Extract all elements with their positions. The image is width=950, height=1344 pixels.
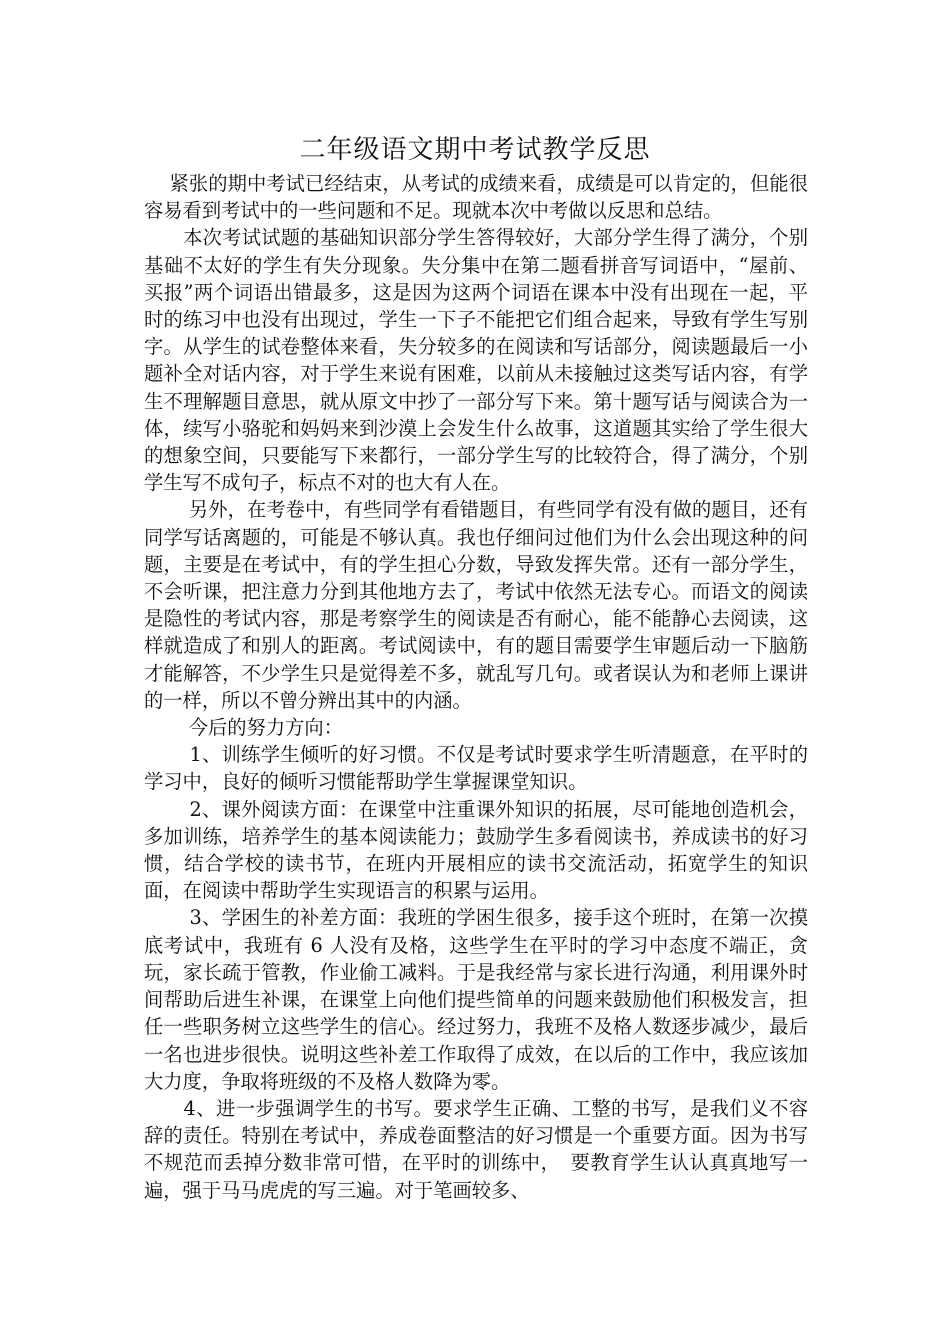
body-paragraph [144,796,808,905]
paragraph-indent [144,172,170,195]
body-paragraph [144,1095,808,1204]
paragraph-text: 2、课外阅读方面：在课堂中注重课外知识的拓展，尽可能地创造机会，多加训练，培养学生的基本阅读能力；鼓励学生多看阅读书，养成读书的好习惯，结合学校的读书节，在班内开展相应的读书交流活动，拓宽学生的知识面，在阅读中帮助学生实现语言的积累与运用。 [144,797,808,903]
paragraph-text: 紧张的期中考试已经结束，从考试的成绩来看，成绩是可以肯定的，但能很容易看到考试中的一些问题和不足。现就本次中考做以反思和总结。 [144,172,808,223]
paragraph-text: 本次考试试题的基础知识部分学生答得较好，大部分学生得了满分，个别基础不太好的学生有失分现象。失分集中在第二题看拼音写词语中，“屋前、买报”两个词语出错最多，这是因为这两个词语在课本中没有出现在一起，平时的练习中也没有出现过，学生一下子不能把它们组合起来，导致有学生写别字。从学生的试卷整体来看，失分较多的在阅读和写话部分，阅读题最后一小题补全对话内容，对于学生来说有困难，以前从未接触过这类写话内容，有学生不理解题目意思，就从原文中抄了一部分写下来。第十题写话与阅读合为一体，续写小骆驼和妈妈来到沙漠上会发生什么故事，这道题其实给了学生很大的想象空间，只要能写下来都行，一部分学生写的比较符合，得了满分，个别学生写不成句子，标点不对的也大有人在。 [144,226,809,495]
paragraph-text: 1、训练学生倾听的好习惯。不仅是考试时要求学生听清题意，在平时的学习中，良好的倾听习惯能帮助学生掌握课堂知识。 [144,743,808,794]
paragraph-indent [144,498,189,521]
body-paragraph [144,224,808,496]
paragraph-indent [144,743,190,766]
document-title: 二年级语文期中考试教学反思 [299,135,651,165]
body-paragraph [144,714,808,741]
paragraph-text: 另外，在考卷中，有些同学有看错题目，有些同学有没有做的题目，还有同学写话离题的，可能是不够认真。我也仔细问过他们为什么会出现这种的问题，主要是在考试中，有的学生担心分数，导致发挥失常。还有一部分学生，不会听课，把注意力分到其他地方去了，考试中依然无法专心。而语文的阅读是隐性的考试内容，那是考察学生的阅读是否有耐心，能不能静心去阅读，这样就造成了和别人的距离。考试阅读中，有的题目需要学生审题后动一下脑筋才能解答，不少学生只是觉得差不多，就乱写几句。或者误认为和老师上课讲的一样，所以不曾分辨出其中的内涵。 [144,498,808,712]
body-paragraph [144,741,808,795]
paragraph-text: 4、进一步强调学生的书写。要求学生正确、工整的书写，是我们义不容辞的责任。特别在考试中，养成卷面整洁的好习惯是一个重要方面。因为书写不规范而丢掉分数非常可惜，在平时的训练中， 要教育学生认认真真地写一遍，强于马马虎虎的写三遍。对于笔画较多、 [144,1096,808,1202]
paragraph-text: 今后的努力方向： [188,716,343,740]
paragraph-indent [144,1097,184,1120]
paragraph-indent [144,906,190,929]
paragraph-indent [144,226,183,249]
body-paragraph [144,170,808,224]
document-body [144,170,808,1204]
paragraph-indent [144,716,189,739]
paragraph-text: 3、学困生的补差方面：我班的学困生很多，接手这个班时，在第一次摸底考试中，我班有 6 人没有及格，这些学生在平时的学习中态度不端正，贪玩，家长疏于管教，作业偷工减料。于是我经常与家长进行沟通，利用课外时间帮助后进生补课，在课堂上向他们提些简单的问题来鼓励他们积极发言，担任一些职务树立这些学生的信心。经过努力，我班不及格人数逐步减少，最后一名也进步很快。说明这些补差工作取得了成效，在以后的工作中，我应该加大力度，争取将班级的不及格人数降为零。 [144,906,808,1093]
paragraph-indent [144,798,190,821]
body-paragraph [144,904,808,1094]
body-paragraph [144,496,808,714]
